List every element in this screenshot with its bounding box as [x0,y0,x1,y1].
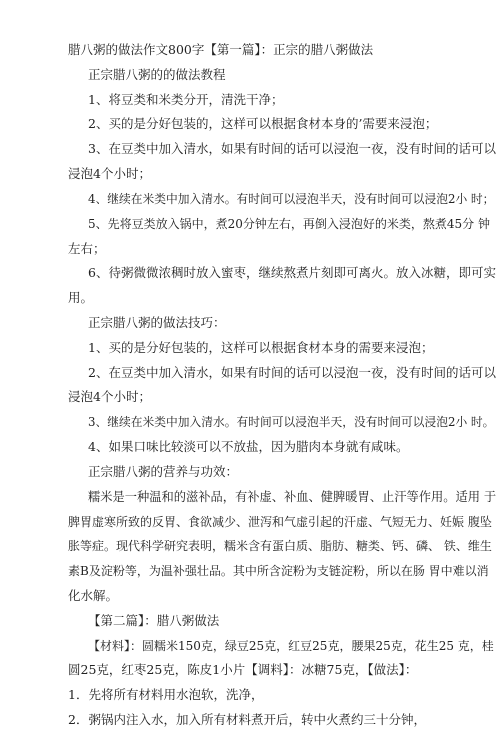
section-heading-nutrition: 正宗腊八粥的营养与功效： [88,463,239,479]
tip-2-cont: 浸泡4个小时； [68,389,151,405]
nutrition-paragraph-line-5: 化水解。 [68,587,119,603]
tip-4: 4、如果口味比较淡可以不放盐，因为腊肉本身就有咸味。 [88,439,409,454]
ingredients-line-1: 【材料】：圆糯米150克，绿豆25克，红豆25克，腰果25克，花生25 克，桂 [88,638,494,653]
tip-1: 1、买的是分好包装的，这样可以根据食材本身的需要来浸泡； [88,339,434,355]
section-heading-part-two: 【第二篇】：腊八粥做法 [88,612,220,628]
method-step-2: 2．粥锅内注入水，加入所有材料煮开后，转中火煮约三十分钟， [68,712,426,727]
step-2: 2、买的是分好包装的，这样可以根据食材本身的’需要来浸泡； [88,116,438,132]
step-1: 1、将豆类和米类分开，清洗干净； [88,91,284,107]
nutrition-paragraph-line-4: 素B及淀粉等，为温补强壮品。其中所含淀粉为支链淀粉，所以在肠 胃中难以消 [68,564,489,579]
tip-2: 2、在豆类中加入清水，如果有时间的话可以浸泡一夜，没有时间的话可以 [88,364,496,380]
step-4: 4、继续在米类中加入清水。有时间可以浸泡半天，没有时间可以浸泡2小 时； [88,191,495,206]
document-title: 腊八粥的做法作文800字【第一篇】：正宗的腊八粥做法 [68,42,374,57]
step-5: 5、先将豆类放入锅中，煮20分钟左右，再倒入浸泡好的米类，熬煮45分 钟 [88,216,490,231]
tip-3: 3、继续在米类中加入清水。有时间可以浸泡半天，没有时间可以浸泡2小 时。 [88,415,495,430]
method-step-1: 1．先将所有材料用水泡软，洗净， [68,687,264,703]
step-3: 3、在豆类中加入清水，如果有时间的话可以浸泡一夜，没有时间的话可以 [88,141,496,157]
section-heading-tutorial: 正宗腊八粥的的做法教程 [88,66,226,82]
ingredients-line-2: 圆25克，红枣25克，陈皮1小片【调料】：冰糖75克，【做法】： [68,662,418,678]
section-heading-tips: 正宗腊八粥的做法技巧： [88,315,226,330]
nutrition-paragraph-line-3: 胀等症。现代科学研究表明，糯米含有蛋白质、脂肪、糖类、钙、磷、 铁、维生 [68,539,492,554]
step-5-cont: 左右； [68,240,106,256]
step-3-cont: 浸泡4个小时； [68,166,151,182]
step-6: 6、待粥微微浓稠时放入蜜枣，继续熬煮片刻即可离火。放入冰糖，即可实 [88,265,496,281]
step-6-cont: 用。 [68,290,94,306]
nutrition-paragraph-line-1: 糯米是一种温和的滋补品，有补虚、补血、健脾暖胃、止汗等作用。适用 于 [88,489,497,504]
nutrition-paragraph-line-2: 脾胃虚寒所致的反胃、食欲减少、泄泻和气虚引起的汗虚、气短无力、妊娠 腹坠 [68,514,492,529]
